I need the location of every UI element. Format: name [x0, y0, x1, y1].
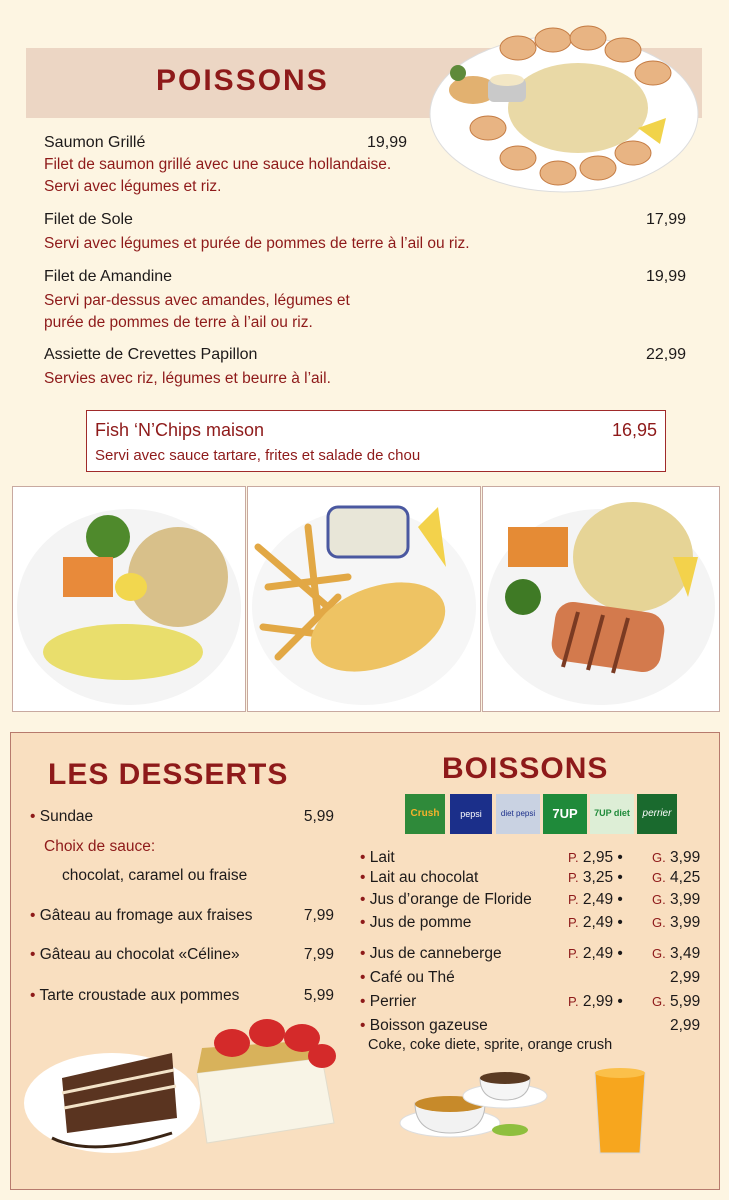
drink-large-price [652, 891, 700, 909]
item-name: Filet de Sole [44, 211, 133, 228]
drinks-image [390, 1058, 710, 1158]
size-large-label: G. [652, 870, 666, 885]
drink-large-price [652, 945, 700, 963]
salmon-plate-image [483, 487, 719, 711]
pepsi-logo [450, 794, 492, 834]
drink-name: Jus de pomme [369, 914, 472, 931]
salmon-plate-photo [482, 486, 720, 712]
separator: • [617, 891, 623, 908]
drink-small-price [568, 914, 623, 932]
item-description: purée de pommes de terre à l’ail ou riz. [44, 314, 313, 331]
size-large-label: G. [652, 915, 666, 930]
item-description: Servi avec légumes et riz. [44, 178, 222, 195]
desserts-image [22, 1018, 342, 1168]
price-small: 2,49 [582, 891, 614, 908]
separator: • [617, 914, 623, 931]
dessert-item: • Gâteau au fromage aux fraises [30, 907, 253, 924]
drink-large-price [652, 993, 700, 1011]
drink-item: • Café ou Thé [360, 969, 455, 986]
price-small: 2,95 [582, 849, 614, 866]
sauce-options: chocolat, caramel ou fraise [62, 867, 248, 884]
price-large: 3,99 [670, 891, 701, 908]
perrier-logo [637, 794, 677, 834]
drink-small-price [568, 891, 623, 909]
price-large: 5,99 [670, 993, 701, 1010]
brand-label: 7UP [552, 806, 578, 821]
item-price: 19,99 [366, 134, 407, 151]
drink-name: Lait au chocolat [369, 869, 479, 886]
brand-label: diet pepsi [500, 809, 536, 818]
item-description: Servi par-dessus avec amandes, légumes et [44, 292, 350, 309]
drink-name: Lait [369, 849, 395, 866]
shrimp-plate-image [428, 18, 700, 198]
featured-name: Fish ‘N’Chips maison [95, 420, 265, 440]
sole-plate-photo [12, 486, 246, 712]
item-description: Filet de saumon grillé avec une sauce hollandaise. [44, 156, 392, 173]
drink-large-price [652, 914, 700, 932]
item-name: Saumon Grillé [44, 134, 146, 151]
brand-label: perrier [642, 808, 672, 819]
size-small-label: P. [568, 915, 579, 930]
size-large-label: G. [652, 946, 666, 961]
drinks-title: BOISSONS [442, 752, 609, 785]
size-small-label: P. [568, 850, 579, 865]
dessert-item: • Tarte croustade aux pommes [30, 987, 240, 1004]
item-name: Filet de Amandine [44, 268, 173, 285]
drink-item: • Jus de canneberge [360, 945, 502, 962]
item-price: 17,99 [645, 211, 686, 228]
price-large: 3,49 [670, 945, 701, 962]
drink-item: • Lait au chocolat [360, 869, 479, 886]
price-small: 2,49 [582, 914, 614, 931]
crush-logo [405, 794, 445, 834]
brand-label: 7UP diet [594, 808, 630, 818]
soft-drink-options: Coke, coke diete, sprite, orange crush [368, 1037, 613, 1053]
featured-fish-chips-box [86, 410, 666, 472]
sauce-label: Choix de sauce: [44, 838, 156, 855]
drink-name: Jus de canneberge [369, 945, 502, 962]
separator: • [617, 849, 623, 866]
dessert-name: Gâteau au chocolat «Céline» [39, 946, 240, 963]
size-small-label: P. [568, 892, 579, 907]
drink-small-price [568, 849, 623, 867]
price-small: 2,49 [582, 945, 614, 962]
size-large-label: G. [652, 994, 666, 1009]
drink-name: Café ou Thé [369, 969, 455, 986]
brand-label: pepsi [460, 809, 482, 819]
poissons-title: POISSONS [156, 64, 329, 97]
separator: • [617, 869, 623, 886]
dessert-name: Sundae [39, 808, 94, 825]
drink-small-price [568, 945, 623, 963]
price-small: 3,25 [582, 869, 614, 886]
item-description: Servi avec légumes et purée de pommes de terre à l’ail ou riz. [44, 235, 470, 252]
fish-chips-image [248, 487, 480, 711]
fish-chips-photo [247, 486, 481, 712]
7up-logo [543, 794, 587, 834]
dessert-price: 5,99 [303, 987, 334, 1004]
drink-item: • Jus de pomme [360, 914, 472, 931]
dessert-price: 7,99 [303, 907, 334, 924]
brand-label: Crush [410, 808, 440, 819]
drink-name: Boisson gazeuse [369, 1017, 488, 1034]
drink-name: Jus d’orange de Floride [369, 891, 532, 908]
drink-large-price: 2,99 [670, 969, 701, 986]
drink-large-price: 2,99 [670, 1017, 701, 1034]
dessert-price: 7,99 [303, 946, 334, 963]
size-large-label: G. [652, 892, 666, 907]
size-large-label: G. [652, 850, 666, 865]
price-large: 3,99 [670, 914, 701, 931]
item-name: Assiette de Crevettes Papillon [44, 346, 258, 363]
drink-large-price [652, 849, 700, 867]
featured-description: Servi avec sauce tartare, frites et salade de chou [95, 447, 421, 464]
separator: • [617, 993, 623, 1010]
price-small: 2,99 [582, 993, 614, 1010]
item-description: Servies avec riz, légumes et beurre à l’ail. [44, 370, 331, 387]
drink-small-price [568, 869, 623, 887]
drink-name: Perrier [369, 993, 417, 1010]
dessert-item: • Sundae [30, 808, 94, 825]
size-small-label: P. [568, 946, 579, 961]
size-small-label: P. [568, 994, 579, 1009]
item-price: 19,99 [645, 268, 686, 285]
drink-small-price [568, 993, 623, 1011]
diet-pepsi-logo [496, 794, 540, 834]
dessert-name: Gâteau au fromage aux fraises [39, 907, 253, 924]
drink-item: • Lait [360, 849, 395, 866]
item-price: 22,99 [645, 346, 686, 363]
drink-item: • Boisson gazeuse [360, 1017, 488, 1034]
separator: • [617, 945, 623, 962]
price-large: 3,99 [670, 849, 701, 866]
desserts-title: LES DESSERTS [48, 758, 289, 791]
price-large: 4,25 [670, 869, 701, 886]
featured-price: 16,95 [611, 420, 657, 440]
dessert-price: 5,99 [303, 808, 334, 825]
size-small-label: P. [568, 870, 579, 885]
drink-item: • Perrier [360, 993, 417, 1010]
sole-plate-image [13, 487, 245, 711]
drink-large-price [652, 869, 700, 887]
dessert-name: Tarte croustade aux pommes [39, 987, 240, 1004]
7up-diet-logo [590, 794, 634, 834]
dessert-item: • Gâteau au chocolat «Céline» [30, 946, 240, 963]
drink-item: • Jus d’orange de Floride [360, 891, 532, 908]
